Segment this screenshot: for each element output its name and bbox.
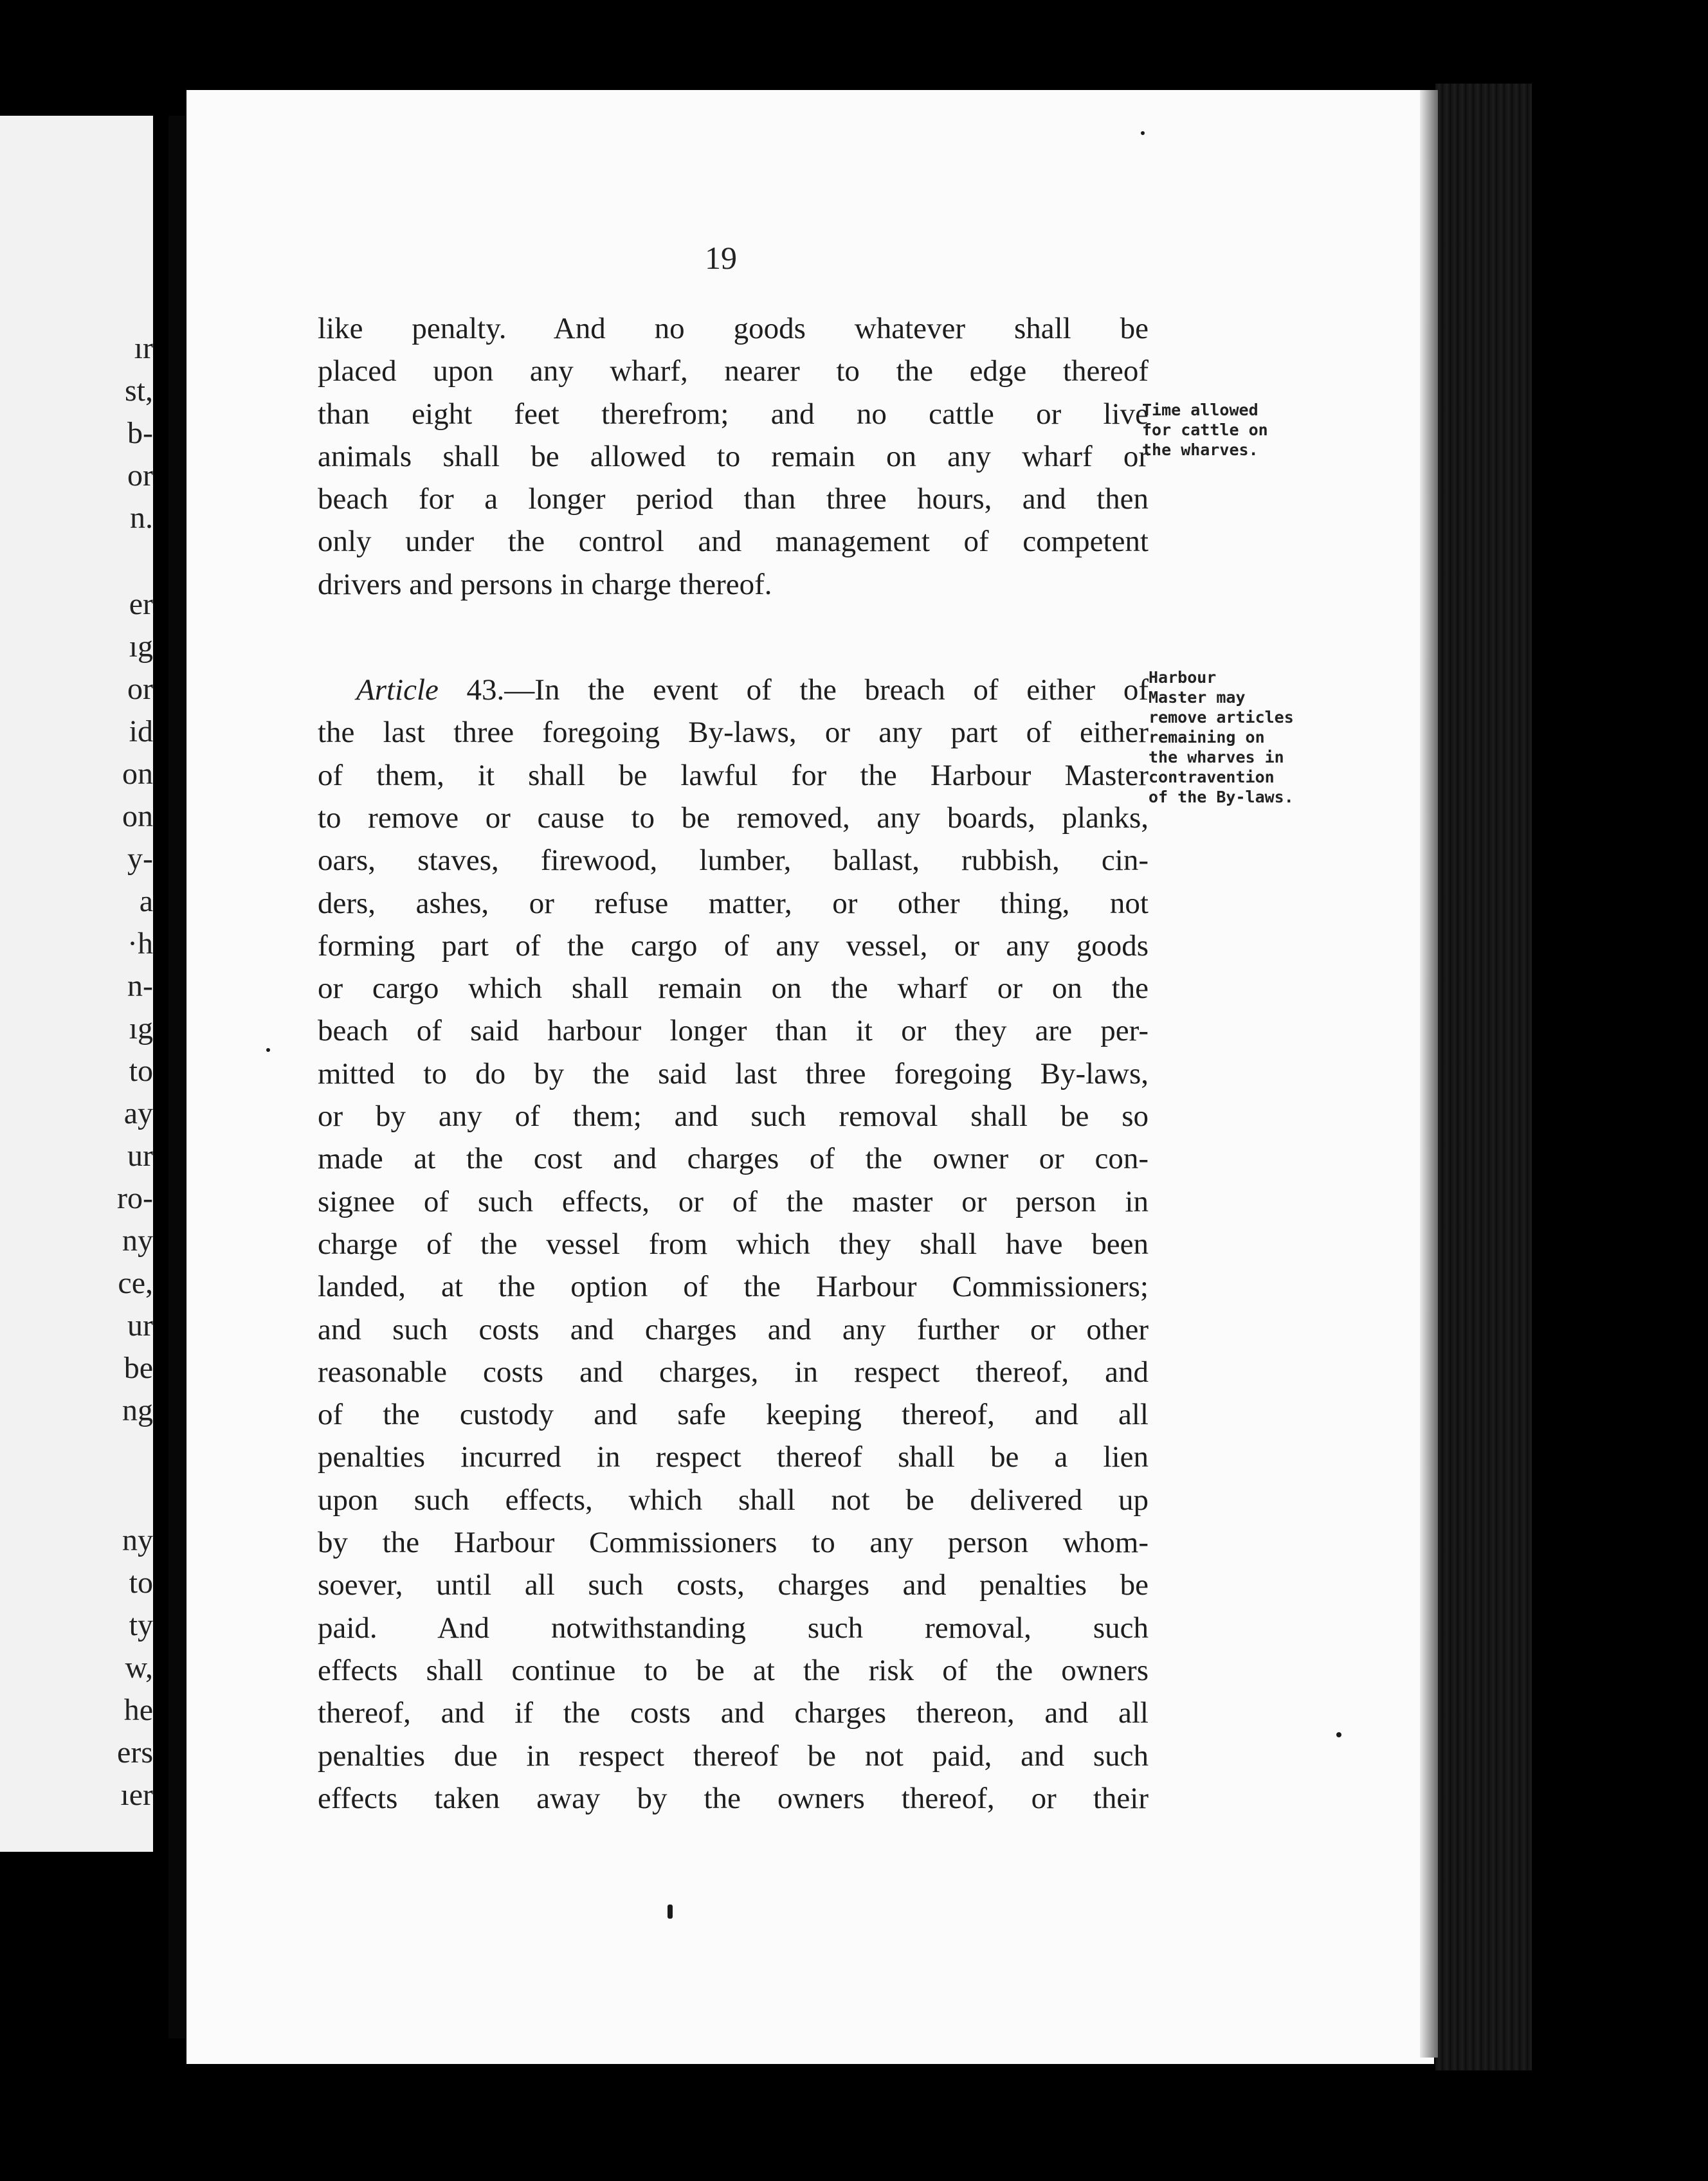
left-page-fragment: n- [127, 969, 153, 1003]
text-line: thereof, and if the costs and charges thereon, and all [318, 1696, 1149, 1730]
text-line: and such costs and charges and any further or other [318, 1312, 1149, 1346]
text-line: forming part of the cargo of any vessel, or any goods [318, 928, 1149, 963]
left-page-fragment: on [122, 799, 153, 833]
text-line: of the custody and safe keeping thereof, and all [318, 1398, 1149, 1432]
text-line: beach of said harbour longer than it or they are per- [318, 1014, 1149, 1048]
text-line: landed, at the option of the Harbour Commissioners; [318, 1270, 1149, 1304]
left-page-fragment: ty [129, 1608, 153, 1642]
article-first-line-text: 43.—In the event of the breach of either of [438, 673, 1149, 707]
left-page-fragment: ce, [118, 1266, 153, 1300]
text-line: like penalty. And no goods whatever shall be [318, 312, 1149, 345]
left-page-fragment: to [129, 1566, 153, 1600]
left-page-fragment: y- [127, 842, 153, 876]
left-page-fragment: ıg [129, 629, 153, 664]
text-line: or by any of them; and such removal shall be so [318, 1100, 1149, 1134]
left-page-fragment: on [122, 757, 153, 791]
text-line: effects taken away by the owners thereof, or their [318, 1781, 1149, 1815]
left-page-fragment: w, [125, 1651, 153, 1685]
text-line: mitted to do by the said last three foregoing By-laws, [318, 1056, 1149, 1090]
text-line: by the Harbour Commissioners to any person whom- [318, 1526, 1149, 1560]
text-line: signee of such effects, or of the master or person in [318, 1184, 1149, 1218]
left-page [0, 116, 153, 1852]
left-page-fragment: b- [127, 416, 153, 450]
text-line: made at the cost and charges of the owner or con- [318, 1142, 1149, 1176]
left-page-fragment: ny [122, 1523, 153, 1557]
text-line: penalties incurred in respect thereof shall be a lien [318, 1440, 1149, 1474]
text-line: paid. And notwithstanding such removal, such [318, 1611, 1149, 1645]
text-line: effects shall continue to be at the risk of the owners [318, 1653, 1149, 1687]
text-line: charge of the vessel from which they shall have been [318, 1227, 1149, 1261]
page-curl-shadow [1420, 90, 1438, 2058]
text-line: than eight feet therefrom; and no cattle or live [318, 397, 1149, 431]
body-text [318, 307, 1149, 1820]
speck [668, 1905, 673, 1919]
left-page-fragment: ng [122, 1393, 153, 1427]
book-gutter [168, 116, 185, 2038]
left-page-fragment: or [127, 672, 153, 706]
left-page-fragment: ur [127, 1308, 153, 1343]
left-page-fragment: ny [122, 1224, 153, 1258]
margin-note-harbour-master: Harbour Master may remove articles remaining on the wharves in contravention of the By-laws. [1149, 668, 1294, 806]
page-edges [1435, 84, 1532, 2070]
text-line: ders, ashes, or refuse matter, or other thing, not [318, 886, 1149, 920]
left-page-fragment: n. [130, 501, 153, 535]
left-page-fragment: or [127, 458, 153, 493]
text-line: or cargo which shall remain on the wharf or on the [318, 972, 1149, 1006]
text-line: reasonable costs and charges, in respect thereof, and [318, 1355, 1149, 1389]
left-page-fragment: ro- [117, 1181, 153, 1215]
left-page-fragment: to [129, 1054, 153, 1088]
article-first-line [318, 669, 1149, 711]
text-line: beach for a longer period than three hours, and then [318, 482, 1149, 516]
text-line: placed upon any wharf, nearer to the edge thereof [318, 354, 1149, 388]
text-line: penalties due in respect thereof be not paid, and such [318, 1739, 1149, 1773]
text-line: to remove or cause to be removed, any boards, planks, [318, 801, 1149, 835]
left-page-fragment: ers [117, 1735, 153, 1769]
left-page-fragment: he [123, 1693, 153, 1727]
left-page-fragment: ur [127, 1139, 153, 1173]
article-label: Article [356, 673, 439, 707]
left-page-fragment: ay [123, 1096, 153, 1130]
speck [1336, 1732, 1341, 1737]
text-line: soever, until all such costs, charges and penalties be [318, 1568, 1149, 1602]
text-line: the last three foregoing By-laws, or any part of either [318, 716, 1149, 750]
left-page-fragment: a [139, 884, 153, 918]
text-line: animals shall be allowed to remain on any wharf or [318, 439, 1149, 473]
text-line: upon such effects, which shall not be delivered up [318, 1483, 1149, 1517]
text-line: only under the control and management of competent [318, 525, 1149, 559]
page-number: 19 [705, 240, 737, 276]
left-page-fragment: ıg [129, 1011, 153, 1045]
left-page-fragment: ır [134, 331, 153, 365]
left-page-fragment: ıer [120, 1778, 153, 1812]
speck [1141, 131, 1145, 135]
left-page-fragment: id [129, 714, 153, 748]
left-page-fragment: be [123, 1351, 153, 1385]
text-line: of them, it shall be lawful for the Harbour Master [318, 758, 1149, 792]
left-page-fragment: ·h [127, 927, 153, 961]
text-line: drivers and persons in charge thereof. [318, 567, 772, 601]
speck [266, 1048, 270, 1052]
left-page-fragment: st, [124, 374, 153, 408]
margin-note-cattle: Time allowed for cattle on the wharves. [1142, 401, 1268, 459]
text-line: oars, staves, firewood, lumber, ballast, rubbish, cin- [318, 844, 1149, 878]
left-page-fragment: er [129, 587, 153, 621]
